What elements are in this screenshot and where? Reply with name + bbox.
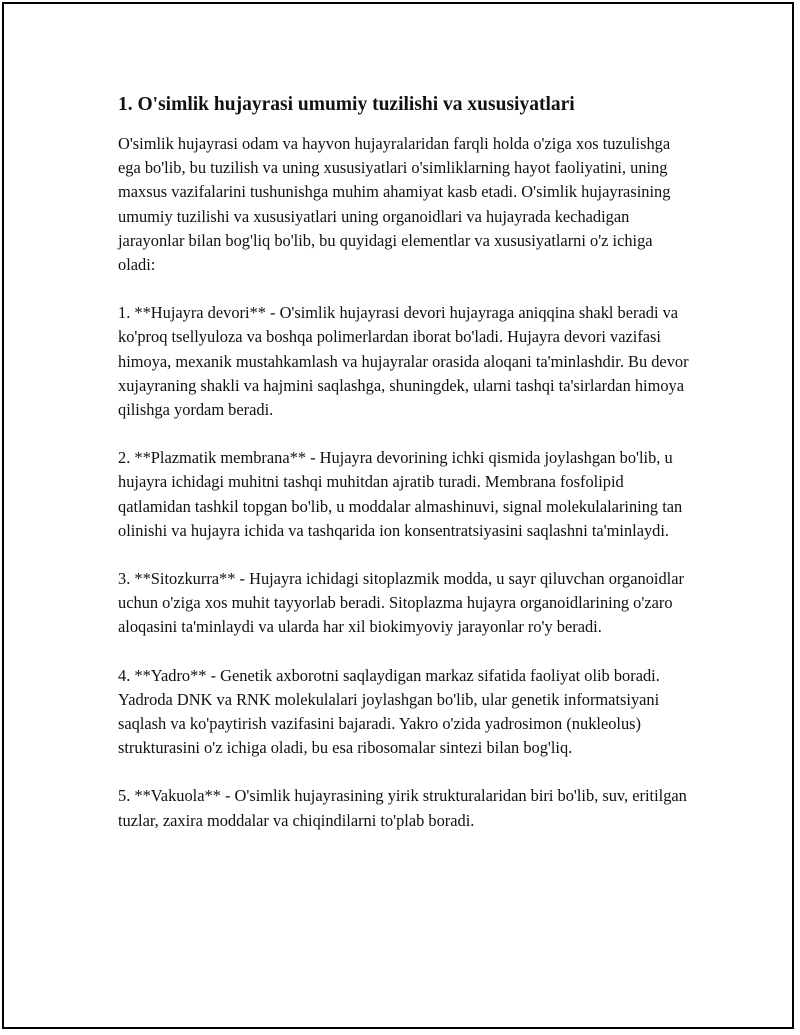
plasma-membrane-paragraph: 2. **Plazmatik membrana** - Hujayra devorining ichki qismida joylashgan bo'lib, u hujayra ichidagi muhitni tashqi muhitdan ajratib turadi. Membrana fosfolipid qatlamidan tashkil topgan bo'lib, u moddalar almashinuvi, signal molekulalarining tan olinishi va hujayra ichida va tashqarida ion konsentratsiyasini saqlashni ta'minlaydi.	[118, 448, 683, 540]
cell-wall-paragraph: 1. **Hujayra devori** - O'simlik hujayrasi devori hujayraga aniqqina shakl beradi va ko'proq tsellyuloza va boshqa polimerlardan iborat bo'ladi. Hujayra devori vazifasi himoya, mexanik mustahkamlash va hujayralar orasida aloqani ta'minlashdir. Bu devor xujayraning shakli va hajmini saqlashga, shuningdek, ularni tashqi ta'sirlardan himoya qilishga yordam beradi.	[118, 303, 689, 420]
document-body	[118, 92, 690, 857]
nucleus-paragraph: 4. **Yadro** - Genetik axborotni saqlaydigan markaz sifatida faoliyat olib boradi. Yadroda DNK va RNK molekulalari joylashgan bo'lib, ular genetik informatsiyani saqlash va ko'paytirish vazifasini bajaradi. Yakro o'zida yadrosimon (nukleolus) strukturasini o'z ichiga oladi, bu esa ribosomalar sintezi bilan bog'liq.	[118, 665, 660, 758]
cytoplasm-paragraph: 3. **Sitozkurra** - Hujayra ichidagi sitoplazmik modda, u sayr qiluvchan organoidlar uchun o'ziga xos muhit tayyorlab beradi. Sitoplazma hujayra organoidlarining o'zaro aloqasini ta'minlaydi va ularda har xil biokimyoviy jarayonlar ro'y beradi.	[118, 569, 684, 637]
document-title: 1. O'simlik hujayrasi umumiy tuzilishi va xususiyatlari	[118, 94, 575, 115]
intro-paragraph: O'simlik hujayrasi odam va hayvon hujayralaridan farqli holda o'ziga xos tuzulishga ega bo'lib, bu tuzilish va uning xususiyatlari o'simliklarning hayot faoliyatini, uning maxsus vazifalarini tushunishga muhim ahamiyat kasb etadi. O'simlik hujayrasining umumiy tuzilishi va xususiyatlari uning organoidlari va hujayrada kechadigan jarayonlar bilan bog'liq bo'lib, bu quyidagi elementlar va xususiyatlarni o'z ichiga oladi:	[118, 134, 671, 275]
vacuole-paragraph: 5. **Vakuola** - O'simlik hujayrasining yirik strukturalaridan biri bo'lib, suv, eritilgan tuzlar, zaxira moddalar va chiqindilarni to'plab boradi.	[118, 786, 687, 830]
